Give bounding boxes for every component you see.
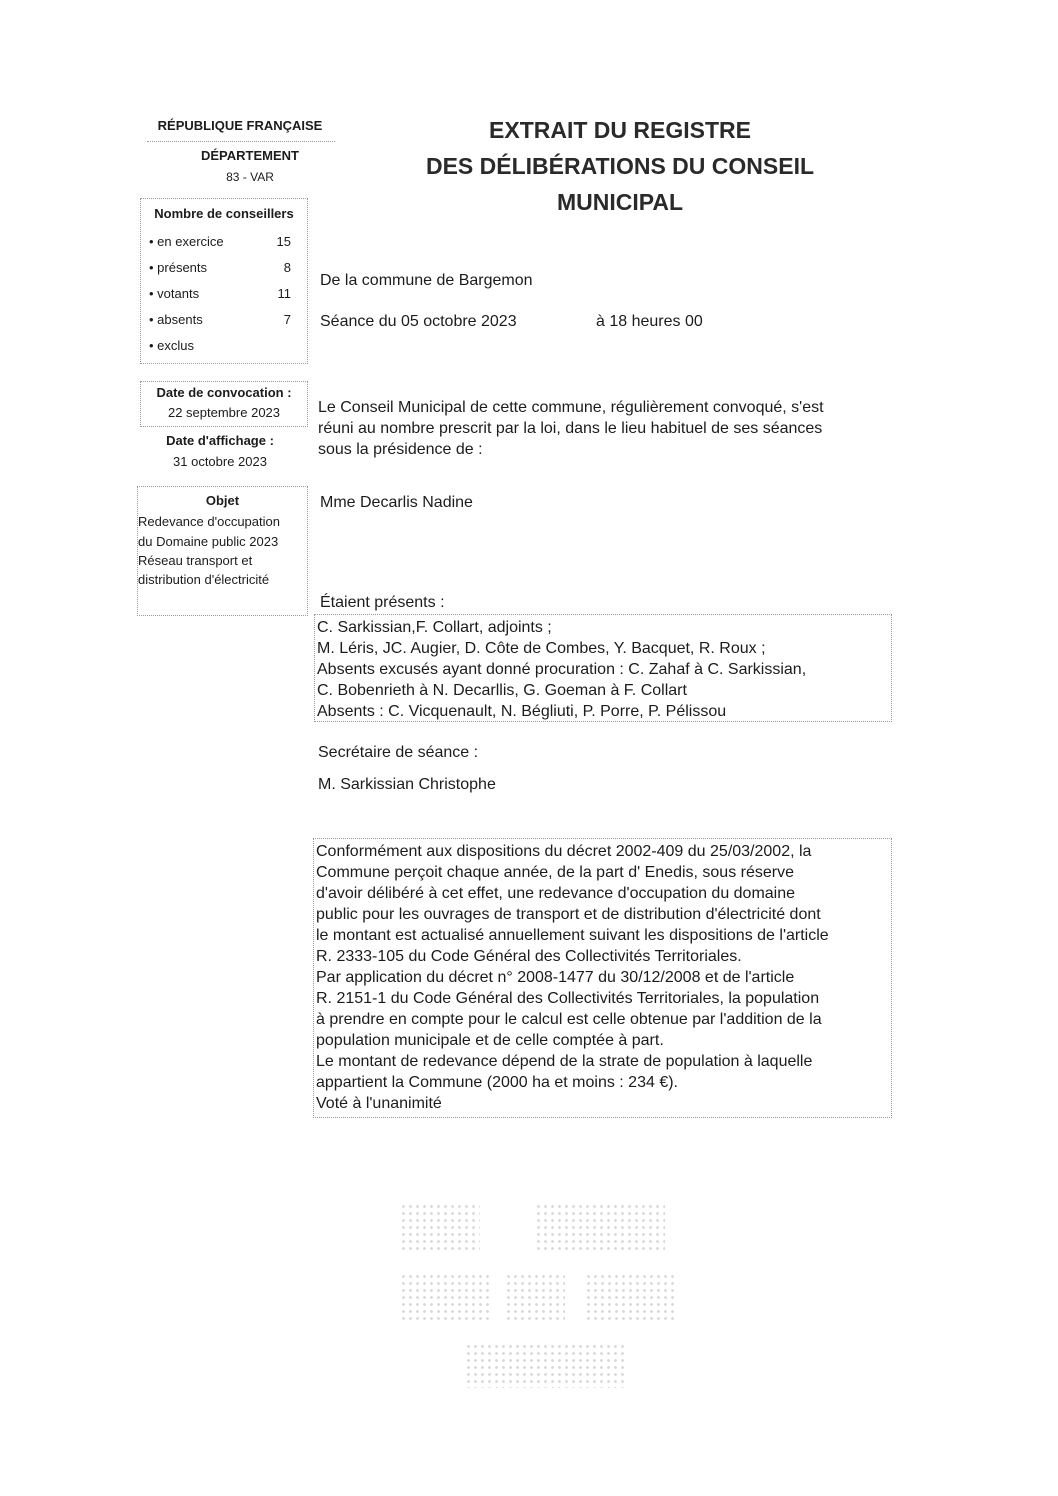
embossed-stamp: [395, 1198, 695, 1398]
conseillers-row-label: • présents: [149, 260, 208, 275]
conseillers-row: [149, 312, 291, 327]
presents-heading: Étaient présents :: [320, 594, 445, 611]
objet-box: [137, 486, 308, 616]
secretaire-name: M. Sarkissian Christophe: [318, 776, 496, 793]
presents-line: M. Léris, JC. Augier, D. Côte de Combes, Y. Bacquet, R. Roux ;: [317, 640, 766, 657]
objet-line: Réseau transport et: [138, 553, 253, 568]
title-line: EXTRAIT DU REGISTRE: [489, 117, 751, 143]
seance-heure: à 18 heures 00: [596, 313, 703, 330]
convocation-date-value: 22 septembre 2023: [167, 405, 281, 420]
seance-date: Séance du 05 octobre 2023: [320, 313, 517, 330]
conseillers-row-value: 11: [277, 286, 291, 301]
title-line: MUNICIPAL: [556, 189, 684, 215]
conseillers-row-label: • en exercice: [149, 234, 224, 249]
deliberation-line: appartient la Commune (2000 ha et moins : 234 €).: [316, 1074, 678, 1091]
stamp-dots: [585, 1273, 675, 1323]
presents-line: C. Sarkissian,F. Collart, adjoints ;: [317, 619, 552, 636]
deliberation-line: R. 2151-1 du Code Général des Collectivités Territoriales, la population: [316, 990, 820, 1007]
republique-francaise: RÉPUBLIQUE FRANÇAISE: [157, 118, 323, 133]
conseillers-row-value: 7: [283, 312, 291, 327]
conseillers-row-label: • exclus: [149, 338, 195, 353]
objet-line: distribution d'électricité: [138, 572, 270, 587]
departement-label: DÉPARTEMENT: [201, 148, 299, 163]
deliberation-line: le montant est actualisé annuellement suivant les dispositions de l'article: [316, 927, 829, 944]
deliberation-line: d'avoir délibéré à cet effet, une redevance d'occupation du domaine: [316, 885, 796, 902]
conseillers-row-value: 8: [283, 260, 291, 275]
affichage-date-value: 31 octobre 2023: [173, 454, 267, 469]
text-line: sous la présidence de :: [318, 441, 483, 458]
departement-value: 83 - VAR: [226, 170, 274, 184]
deliberation-line: public pour les ouvrages de transport et de distribution d'électricité dont: [316, 906, 821, 923]
conseillers-box: [140, 198, 308, 364]
deliberation-box: [313, 838, 892, 1118]
deliberation-line: Par application du décret n° 2008-1477 du 30/12/2008 et de l'article: [316, 969, 795, 986]
deliberation-line: Voté à l'unanimité: [316, 1095, 442, 1112]
objet-line: Redevance d'occupation: [138, 514, 280, 529]
header-divider: [147, 141, 335, 142]
text-line: Le Conseil Municipal de cette commune, régulièrement convoqué, s'est: [318, 399, 824, 416]
deliberation-line: à prendre en compte pour le calcul est celle obtenue par l'addition de la: [316, 1011, 822, 1028]
conseillers-row: [149, 338, 291, 353]
deliberation-line: Commune perçoit chaque année, de la part d' Enedis, sous réserve: [316, 864, 794, 881]
convocation-date-label: Date de convocation :: [156, 385, 292, 400]
conseillers-heading: Nombre de conseillers: [154, 206, 294, 221]
document-title: [380, 112, 860, 220]
presents-line: Absents excusés ayant donné procuration : C. Zahaf à C. Sarkissian,: [317, 661, 807, 678]
conseillers-row: [149, 260, 291, 275]
stamp-dots: [465, 1343, 625, 1388]
conseillers-row-label: • absents: [149, 312, 203, 327]
conseillers-row-label: • votants: [149, 286, 200, 301]
presents-line: C. Bobenrieth à N. Decarllis, G. Goeman à F. Collart: [317, 682, 687, 699]
president-name: Mme Decarlis Nadine: [320, 494, 473, 511]
text-line: réuni au nombre prescrit par la loi, dans le lieu habituel de ses séances: [318, 420, 823, 437]
presents-line: Absents : C. Vicquenault, N. Bégliuti, P. Porre, P. Pélissou: [317, 703, 727, 720]
objet-heading: Objet: [205, 493, 240, 508]
stamp-dots: [535, 1203, 665, 1253]
conseillers-row: [149, 286, 291, 301]
stamp-dots: [505, 1273, 565, 1323]
deliberation-line: Conformément aux dispositions du décret 2002-409 du 25/03/2002, la: [316, 843, 812, 860]
presents-box: [314, 614, 892, 722]
deliberation-line: R. 2333-105 du Code Général des Collectivités Territoriales.: [316, 948, 742, 965]
deliberation-line: population municipale et de celle comptée à part.: [316, 1032, 664, 1049]
convocation-date-box: [140, 381, 308, 427]
conseillers-row: [149, 234, 291, 249]
affichage-date-label: Date d'affichage :: [166, 433, 274, 448]
secretaire-label: Secrétaire de séance :: [318, 744, 479, 761]
stamp-dots: [400, 1203, 480, 1253]
conseillers-row-value: 15: [276, 234, 291, 249]
title-line: DES DÉLIBÉRATIONS DU CONSEIL: [425, 153, 815, 179]
objet-line: du Domaine public 2023: [138, 534, 279, 549]
commune-line: De la commune de Bargemon: [320, 272, 533, 289]
convocation-paragraph: [318, 397, 878, 460]
stamp-dots: [400, 1273, 490, 1323]
deliberation-line: Le montant de redevance dépend de la strate de population à laquelle: [316, 1053, 813, 1070]
